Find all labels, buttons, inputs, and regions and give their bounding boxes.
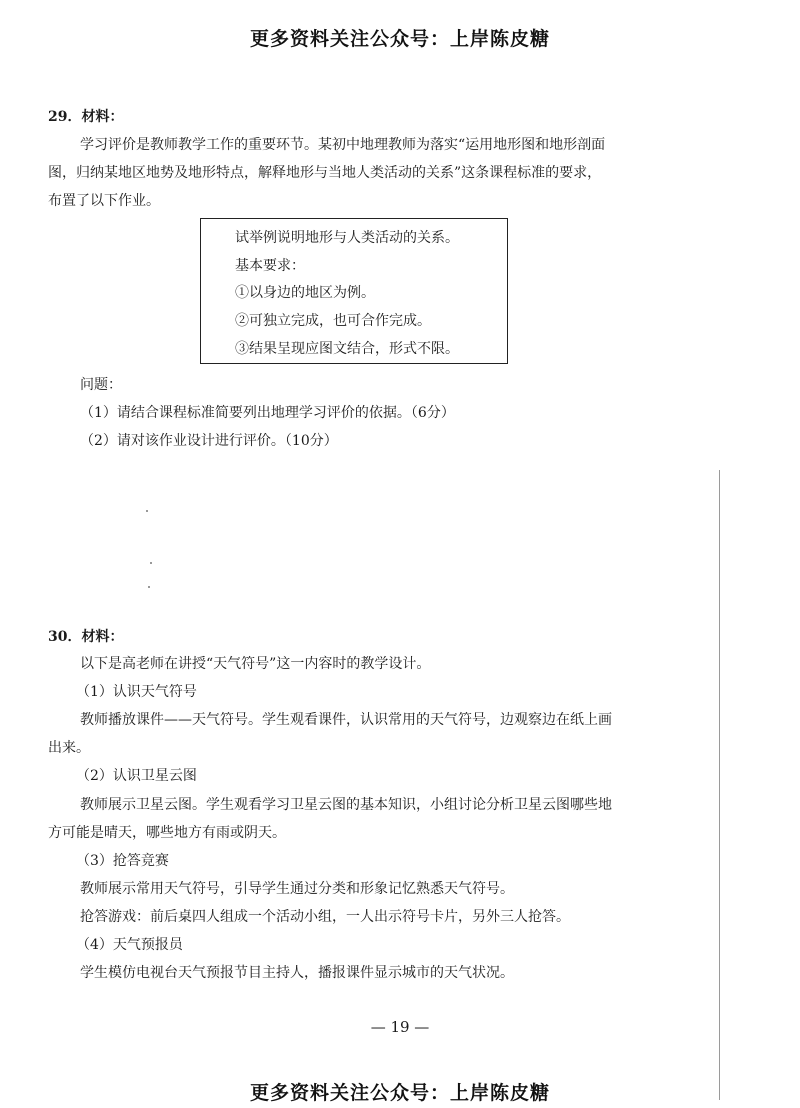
homework-task: 试举例说明地形与人类活动的关系。 [235,230,459,246]
page-number: — 19 — [370,1018,430,1036]
q30-line-11: （4）天气预报员 [76,937,183,953]
q29-para-line-2: 图，归纳某地区地势及地形特点，解释地形与当地人类活动的关系”这条课程标准的要求， [48,165,602,181]
scan-speck [148,586,150,588]
question-30-title: 30．材料： [48,629,124,645]
q30-line-4: 出来。 [48,740,90,756]
q29-para-line-3: 布置了以下作业。 [48,193,160,209]
q30-line-3: 教师播放课件——天气符号。学生观看课件，认识常用的天气符号，边观察边在纸上画 [80,712,612,728]
q29-question-label: 问题： [80,377,122,393]
q30-line-12: 学生模仿电视台天气预报节目主持人，播报课件显示城市的天气状况。 [80,965,514,981]
q30-line-10: 抢答游戏：前后桌四人组成一个活动小组，一人出示符号卡片，另外三人抢答。 [80,909,570,925]
q29-question-1: （1）请结合课程标准简要列出地理学习评价的依据。（6分） [80,405,455,421]
scan-speck [150,562,152,564]
q30-line-6: 教师展示卫星云图。学生观看学习卫星云图的基本知识，小组讨论分析卫星云图哪些地 [80,797,612,813]
q30-line-8: （3）抢答竞赛 [76,853,169,869]
q30-line-9: 教师展示常用天气符号，引导学生通过分类和形象记忆熟悉天气符号。 [80,881,514,897]
homework-requirements-label: 基本要求： [235,258,305,274]
q30-line-2: （1）认识天气符号 [76,684,197,700]
homework-requirement-2: ②可独立完成，也可合作完成。 [235,313,431,329]
homework-requirement-1: ①以身边的地区为例。 [235,285,375,301]
homework-requirement-3: ③结果呈现应图文结合，形式不限。 [235,341,459,357]
q29-question-2: （2）请对该作业设计进行评价。（10分） [80,433,338,449]
q29-para-line-1: 学习评价是教师教学工作的重要环节。某初中地理教师为落实“运用地形图和地形剖面 [80,137,606,153]
scan-speck [146,510,148,512]
homework-box [200,218,508,364]
q30-line-5: （2）认识卫星云图 [76,768,197,784]
q30-line-7: 方可能是晴天，哪些地方有雨或阴天。 [48,825,286,841]
watermark-top: 更多资料关注公众号：上岸陈皮糖 [249,28,550,50]
scan-edge-line [719,470,720,1100]
q30-line-1: 以下是高老师在讲授“天气符号”这一内容时的教学设计。 [80,656,431,672]
question-29-title: 29．材料： [48,109,124,125]
watermark-bottom: 更多资料关注公众号：上岸陈皮糖 [249,1082,550,1104]
